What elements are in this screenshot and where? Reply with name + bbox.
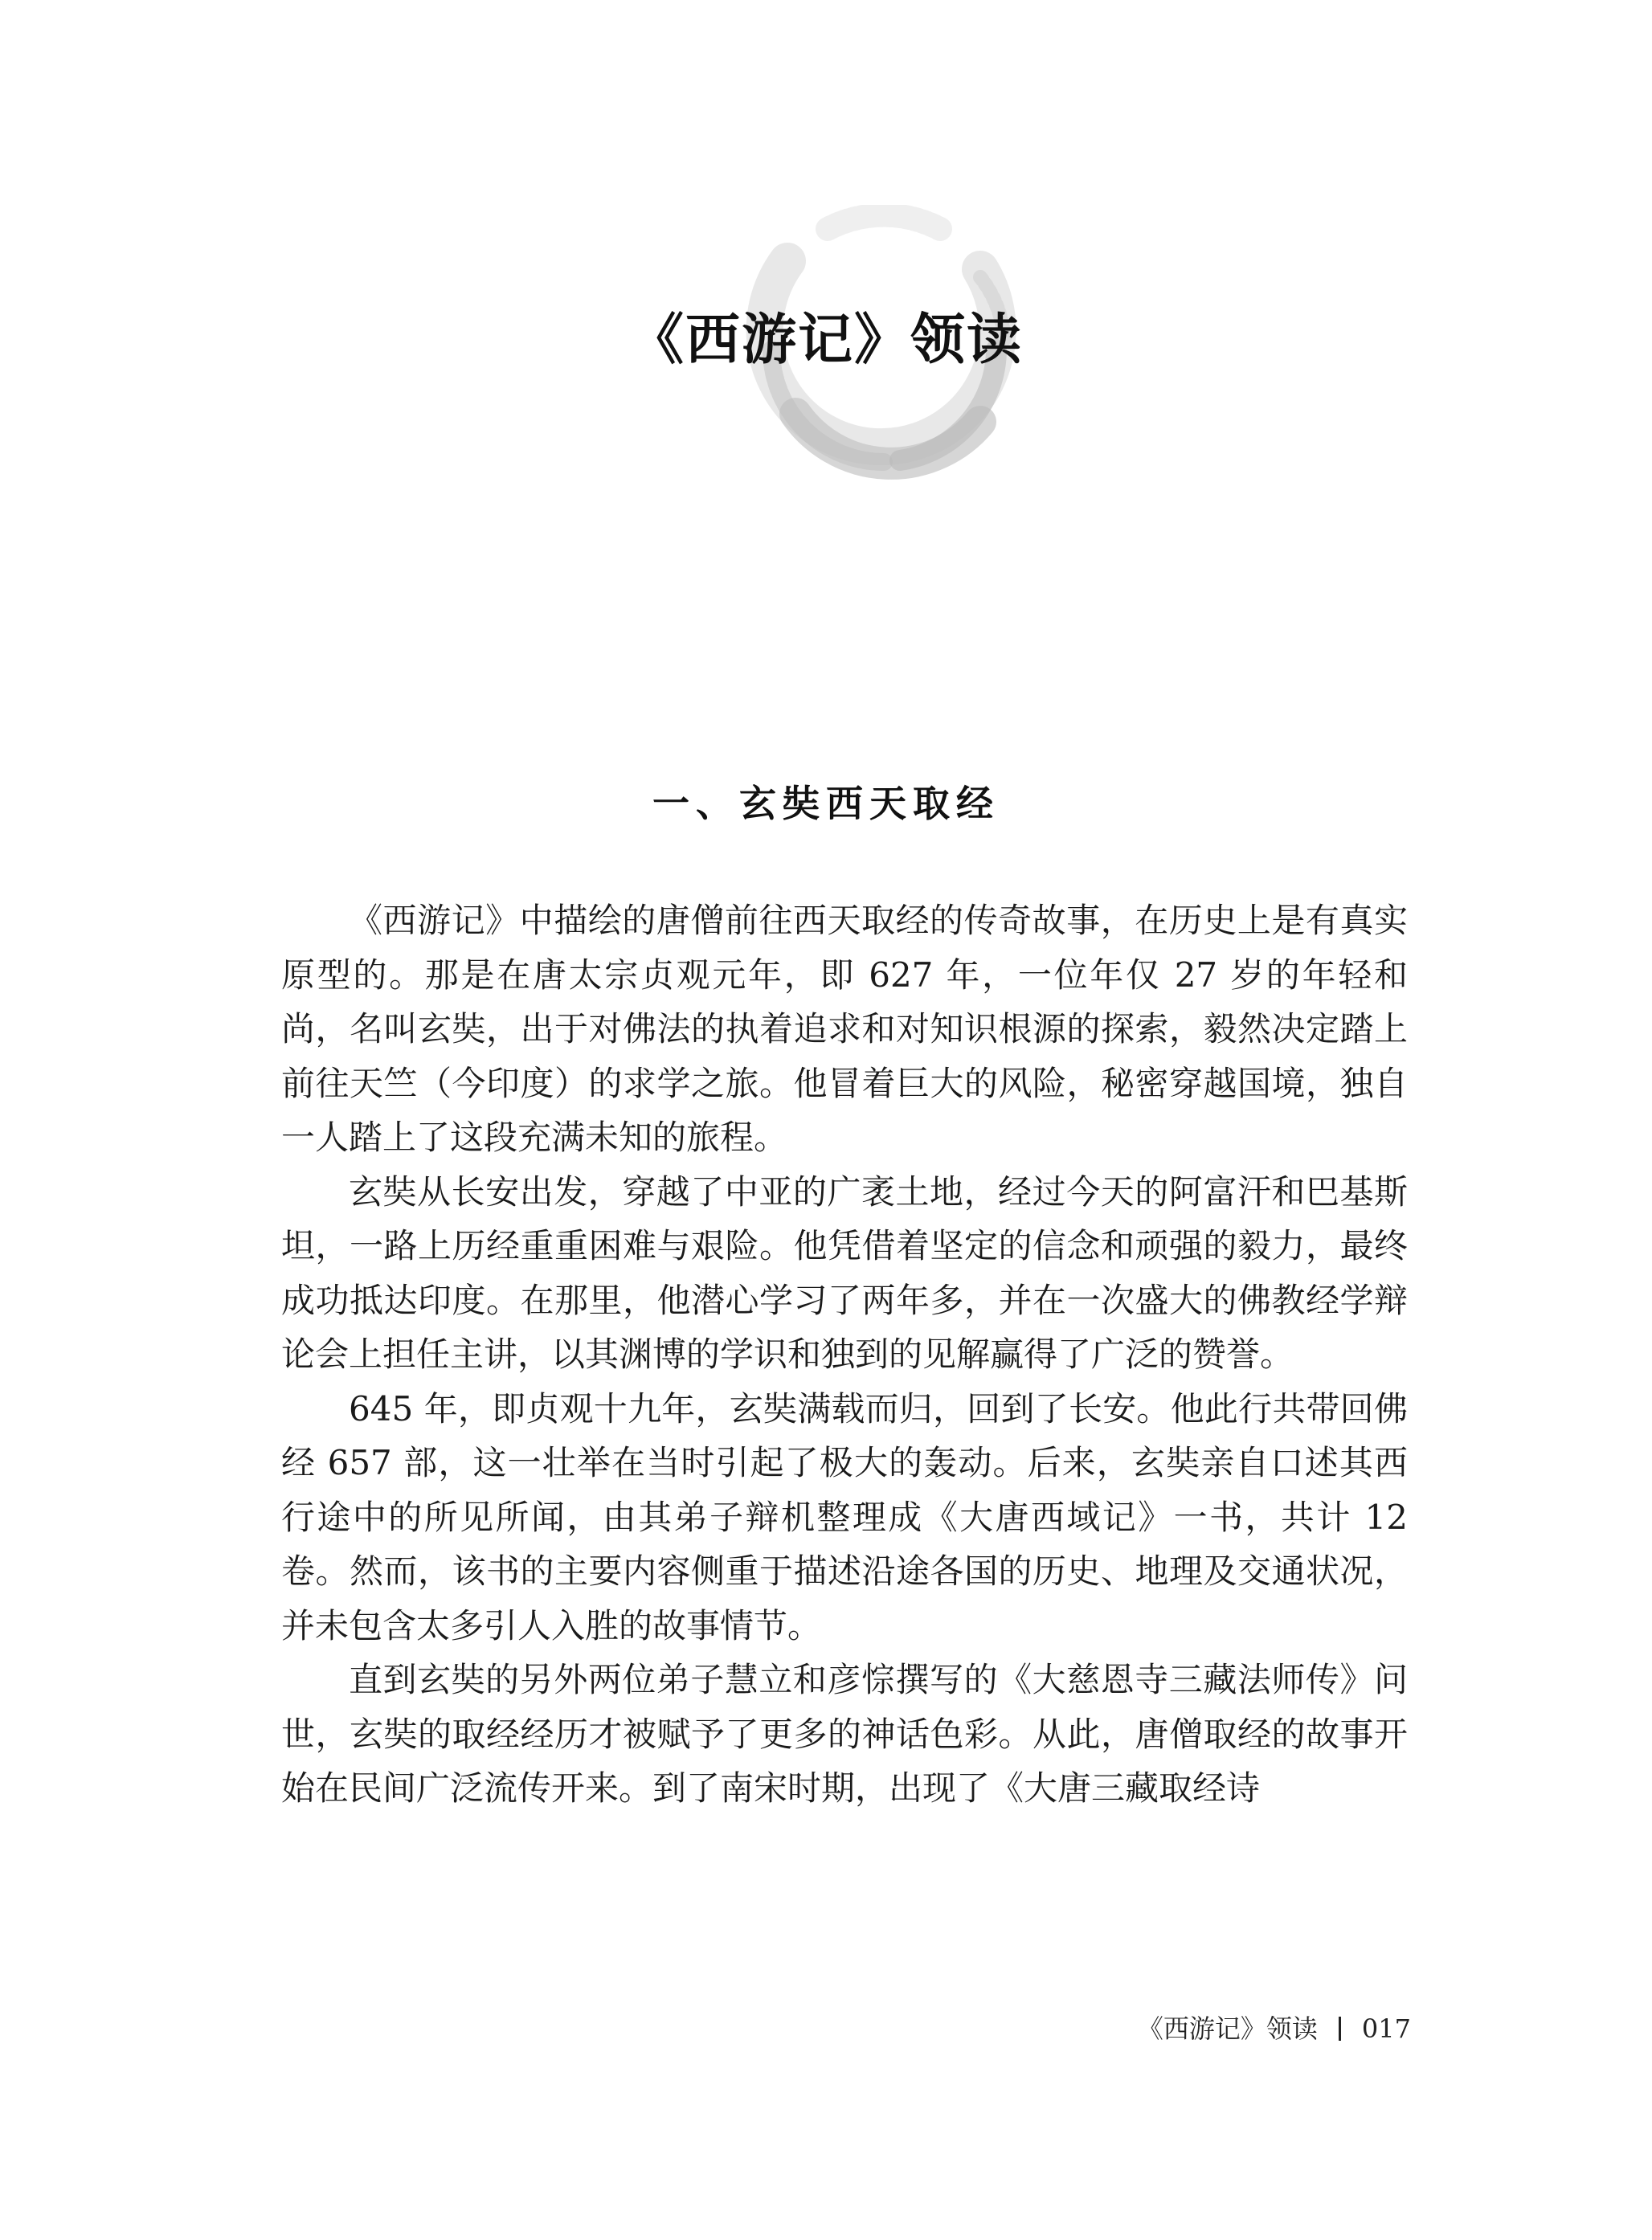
- paragraph-2: 玄奘从长安出发，穿越了中亚的广袤土地，经过今天的阿富汗和巴基斯坦，一路上历经重重困难与艰险。他凭借着坚定的信念和顽强的毅力，最终成功抵达印度。在那里，他潜心学习了两年多，并在一次盛大的佛教经学辩论会上担任主讲，以其渊博的学识和独到的见解赢得了广泛的赞誉。: [281, 1171, 1408, 1374]
- chapter-title: 《西游记》领读: [628, 308, 1023, 372]
- page-number: 017: [1361, 2013, 1411, 2044]
- footer-separator: [1339, 2017, 1341, 2041]
- section-heading: 一、玄奘西天取经: [652, 782, 1000, 825]
- paragraph-4: 直到玄奘的另外两位弟子慧立和彦悰撰写的《大慈恩寺三藏法师传》问世，玄奘的取经经历才被赋予了更多的神话色彩。从此，唐僧取经的故事开始在民间广泛流传开来。到了南宋时期，出现了《大唐三藏取经诗: [281, 1660, 1408, 1808]
- body-text: [281, 893, 1408, 1816]
- page-footer: [1138, 2013, 1411, 2045]
- running-title: 《西游记》领读: [1137, 2013, 1318, 2044]
- paragraph-1: 《西游记》中描绘的唐僧前往西天取经的传奇故事，在历史上是有真实原型的。那是在唐太宗贞观元年，即 627 年，一位年仅 27 岁的年轻和尚，名叫玄奘，出于对佛法的执着追求和对知识根源的探索，毅然决定踏上前往天竺（今印度）的求学之旅。他冒着巨大的风险，秘密穿越国境，独自一人踏上了这段充满未知的旅程。: [281, 901, 1408, 1157]
- paragraph-3: 645 年，即贞观十九年，玄奘满载而归，回到了长安。他此行共带回佛经 657 部，这一壮举在当时引起了极大的轰动。后来，玄奘亲自口述其西行途中的所见所闻，由其弟子辩机整理成《大唐西域记》一书，共计 12 卷。然而，该书的主要内容侧重于描述沿途各国的历史、地理及交通状况，并未包含太多引人入胜的故事情节。: [281, 1388, 1408, 1645]
